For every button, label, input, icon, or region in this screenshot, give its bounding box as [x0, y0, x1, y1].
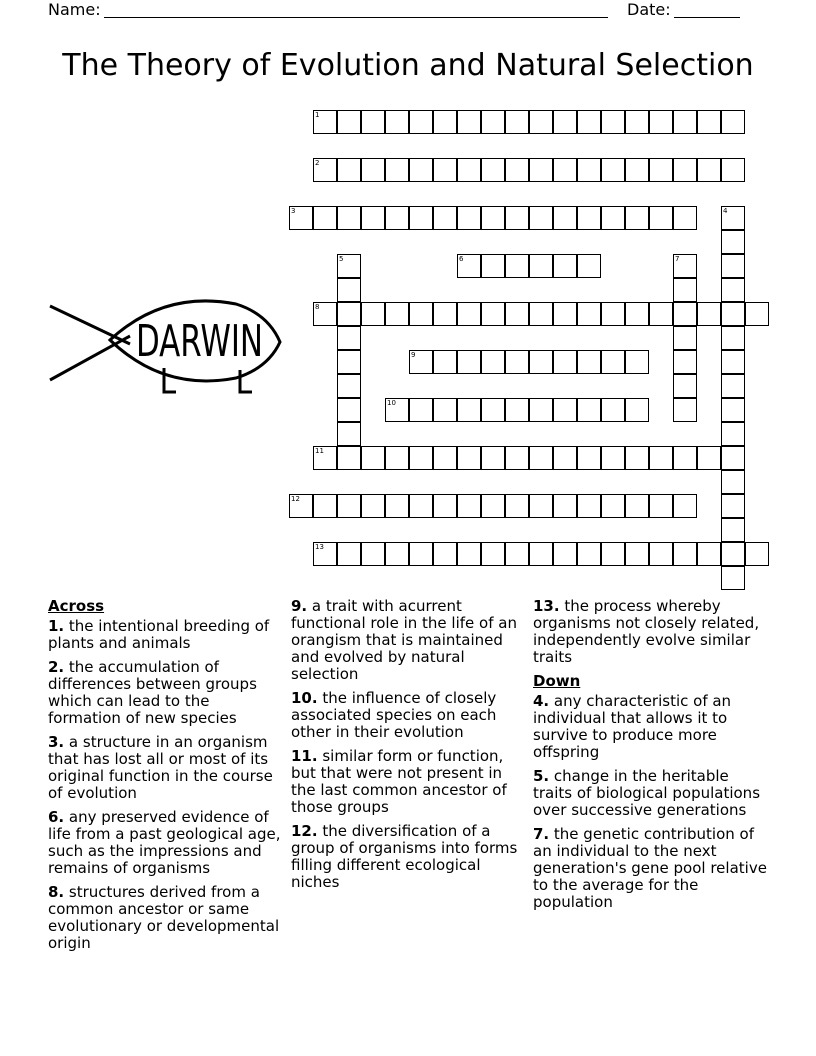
crossword-cell[interactable] — [289, 494, 313, 518]
crossword-cell[interactable] — [457, 446, 481, 470]
crossword-cell[interactable] — [721, 542, 745, 566]
crossword-cell[interactable] — [361, 110, 385, 134]
clues-column-3 — [533, 598, 769, 918]
cell-number: 3 — [291, 207, 296, 215]
crossword-cell[interactable] — [481, 542, 505, 566]
crossword-cell[interactable] — [673, 206, 697, 230]
crossword-cell[interactable] — [721, 350, 745, 374]
cell-number: 2 — [315, 159, 320, 167]
crossword-cell[interactable] — [505, 110, 529, 134]
crossword-cell[interactable] — [649, 302, 673, 326]
crossword-cell[interactable] — [697, 446, 721, 470]
crossword-cell[interactable] — [721, 158, 745, 182]
crossword-cell[interactable] — [553, 398, 577, 422]
crossword-cell[interactable] — [433, 158, 457, 182]
clue-down-4: 4. any characteristic of an individual that allows it to survive to produce more offspring — [533, 692, 732, 761]
crossword-cell[interactable] — [337, 422, 361, 446]
cell-number: 4 — [723, 207, 728, 215]
crossword-cell[interactable] — [409, 494, 433, 518]
crossword-cell[interactable] — [337, 494, 361, 518]
clue-across-13: 13. the process whereby organisms not closely related, independently evolve similar traits — [533, 597, 760, 666]
crossword-cell[interactable] — [553, 302, 577, 326]
crossword-cell[interactable] — [625, 350, 649, 374]
crossword-cell[interactable] — [625, 158, 649, 182]
name-label: Name: — [48, 0, 101, 19]
crossword-cell[interactable] — [673, 542, 697, 566]
crossword-cell[interactable] — [553, 206, 577, 230]
crossword-cell[interactable] — [529, 110, 553, 134]
crossword-cell[interactable] — [529, 254, 553, 278]
crossword-cell[interactable] — [481, 350, 505, 374]
crossword-cell[interactable] — [577, 542, 601, 566]
crossword-cell[interactable] — [457, 398, 481, 422]
crossword-cell[interactable] — [433, 110, 457, 134]
crossword-cell[interactable] — [577, 158, 601, 182]
crossword-cell[interactable] — [313, 158, 337, 182]
crossword-cell[interactable] — [337, 350, 361, 374]
crossword-cell[interactable] — [385, 110, 409, 134]
crossword-cell[interactable] — [433, 542, 457, 566]
crossword-cell[interactable] — [745, 302, 769, 326]
clue-across-1: 1. the intentional breeding of plants and animals — [48, 617, 270, 652]
cell-number: 8 — [315, 303, 320, 311]
cell-number: 5 — [339, 255, 344, 263]
crossword-cell[interactable] — [481, 110, 505, 134]
crossword-cell[interactable] — [481, 302, 505, 326]
page-title: The Theory of Evolution and Natural Selection — [62, 48, 754, 83]
crossword-cell[interactable] — [721, 278, 745, 302]
crossword-cell[interactable] — [409, 158, 433, 182]
crossword-cell[interactable] — [385, 446, 409, 470]
crossword-cell[interactable] — [721, 446, 745, 470]
crossword-cell[interactable] — [313, 446, 337, 470]
crossword-cell[interactable] — [649, 158, 673, 182]
crossword-cell[interactable] — [505, 158, 529, 182]
crossword-cell[interactable] — [601, 206, 625, 230]
crossword-cell[interactable] — [553, 254, 577, 278]
crossword-cell[interactable] — [433, 494, 457, 518]
crossword-cell[interactable] — [409, 542, 433, 566]
crossword-cell[interactable] — [649, 494, 673, 518]
cell-number: 12 — [291, 495, 300, 503]
cell-number: 7 — [675, 255, 680, 263]
crossword-cell[interactable] — [649, 542, 673, 566]
crossword-cell[interactable] — [601, 494, 625, 518]
crossword-cell[interactable] — [601, 110, 625, 134]
crossword-cell[interactable] — [721, 398, 745, 422]
darwin-fish-icon — [44, 296, 284, 398]
crossword-cell[interactable] — [409, 350, 433, 374]
crossword-cell[interactable] — [289, 206, 313, 230]
crossword-cell[interactable] — [505, 350, 529, 374]
crossword-cell[interactable] — [577, 206, 601, 230]
crossword-cell[interactable] — [433, 302, 457, 326]
darwin-fish-logo — [44, 296, 284, 402]
crossword-cell[interactable] — [337, 110, 361, 134]
crossword-cell[interactable] — [577, 350, 601, 374]
crossword-cell[interactable] — [337, 326, 361, 350]
crossword-cell[interactable] — [601, 446, 625, 470]
crossword-cell[interactable] — [457, 254, 481, 278]
clue-across-3: 3. a structure in an organism that has lost all or most of its original function in the course of evolution — [48, 733, 273, 802]
cell-number: 6 — [459, 255, 464, 263]
crossword-cell[interactable] — [649, 206, 673, 230]
crossword-cell[interactable] — [625, 494, 649, 518]
crossword-cell[interactable] — [721, 518, 745, 542]
crossword-cell[interactable] — [673, 326, 697, 350]
crossword-cell[interactable] — [409, 446, 433, 470]
crossword-cell[interactable] — [337, 542, 361, 566]
crossword-cell[interactable] — [529, 542, 553, 566]
clue-across-8: 8. structures derived from a common ancestor or same evolutionary or developmental origin — [48, 883, 280, 952]
cell-number: 11 — [315, 447, 324, 455]
crossword-cell[interactable] — [529, 494, 553, 518]
crossword-cell[interactable] — [673, 446, 697, 470]
crossword-cell[interactable] — [505, 446, 529, 470]
crossword-cell[interactable] — [625, 302, 649, 326]
cell-number: 9 — [411, 351, 416, 359]
clue-across-10: 10. the influence of closely associated species on each other in their evolution — [291, 689, 497, 741]
crossword-cell[interactable] — [577, 446, 601, 470]
crossword-cell[interactable] — [745, 542, 769, 566]
cell-number: 1 — [315, 111, 320, 119]
down-heading: Down — [533, 672, 581, 690]
clue-across-11: 11. similar form or function, but that were not present in the last common ancestor of those groups — [291, 747, 507, 816]
crossword-cell[interactable] — [385, 398, 409, 422]
crossword-cell[interactable] — [337, 398, 361, 422]
crossword-cell[interactable] — [409, 206, 433, 230]
crossword-cell[interactable] — [409, 398, 433, 422]
crossword-cell[interactable] — [313, 494, 337, 518]
crossword-cell[interactable] — [673, 302, 697, 326]
crossword-cell[interactable] — [721, 254, 745, 278]
crossword-cell[interactable] — [721, 326, 745, 350]
crossword-cell[interactable] — [337, 278, 361, 302]
crossword-cell[interactable] — [409, 302, 433, 326]
crossword-cell[interactable] — [577, 494, 601, 518]
clue-across-6: 6. any preserved evidence of life from a past geological age, such as the impressions and remains of organisms — [48, 808, 281, 877]
crossword-cell[interactable] — [721, 206, 745, 230]
crossword-cell[interactable] — [481, 446, 505, 470]
crossword-cell[interactable] — [337, 206, 361, 230]
crossword-cell[interactable] — [625, 398, 649, 422]
crossword-cell[interactable] — [385, 542, 409, 566]
crossword-cell[interactable] — [385, 494, 409, 518]
crossword-cell[interactable] — [529, 206, 553, 230]
crossword-cell[interactable] — [697, 542, 721, 566]
crossword-cell[interactable] — [721, 302, 745, 326]
crossword-cell[interactable] — [577, 398, 601, 422]
crossword-cell[interactable] — [697, 110, 721, 134]
crossword-cell[interactable] — [385, 302, 409, 326]
crossword-cell[interactable] — [457, 350, 481, 374]
crossword-cell[interactable] — [529, 158, 553, 182]
crossword-cell[interactable] — [361, 494, 385, 518]
crossword-cell[interactable] — [529, 446, 553, 470]
crossword-cell[interactable] — [385, 158, 409, 182]
crossword-cell[interactable] — [505, 206, 529, 230]
logo-text: DARWIN — [136, 315, 264, 368]
crossword-cell[interactable] — [313, 302, 337, 326]
crossword-cell[interactable] — [553, 110, 577, 134]
crossword-cell[interactable] — [337, 446, 361, 470]
crossword-cell[interactable] — [337, 254, 361, 278]
crossword-cell[interactable] — [505, 542, 529, 566]
crossword-cell[interactable] — [481, 206, 505, 230]
crossword-cell[interactable] — [721, 230, 745, 254]
crossword-cell[interactable] — [361, 446, 385, 470]
crossword-cell[interactable] — [577, 254, 601, 278]
crossword-cell[interactable] — [385, 206, 409, 230]
date-label: Date: — [627, 0, 671, 19]
clues-column-1 — [48, 598, 284, 959]
crossword-cell[interactable] — [649, 110, 673, 134]
clue-down-7: 7. the genetic contribution of an individual to the next generation's gene pool relative to the average for the population — [533, 825, 767, 911]
crossword-cell[interactable] — [481, 494, 505, 518]
crossword-cell[interactable] — [673, 494, 697, 518]
cell-number: 13 — [315, 543, 324, 551]
clues-column-2 — [291, 598, 527, 898]
crossword-cell[interactable] — [601, 398, 625, 422]
crossword-cell[interactable] — [625, 446, 649, 470]
crossword-cell[interactable] — [481, 254, 505, 278]
crossword-cell[interactable] — [409, 110, 433, 134]
crossword-cell[interactable] — [505, 254, 529, 278]
crossword-cell[interactable] — [673, 398, 697, 422]
crossword-cell[interactable] — [721, 422, 745, 446]
crossword-cell[interactable] — [505, 494, 529, 518]
crossword-cell[interactable] — [553, 158, 577, 182]
crossword-cell[interactable] — [433, 350, 457, 374]
crossword-cell[interactable] — [553, 350, 577, 374]
crossword-cell[interactable] — [361, 206, 385, 230]
crossword-cell[interactable] — [457, 206, 481, 230]
crossword-cell[interactable] — [673, 350, 697, 374]
crossword-cell[interactable] — [625, 206, 649, 230]
crossword-cell[interactable] — [625, 110, 649, 134]
crossword-cell[interactable] — [313, 542, 337, 566]
crossword-cell[interactable] — [505, 302, 529, 326]
crossword-cell[interactable] — [673, 278, 697, 302]
clue-down-5: 5. change in the heritable traits of biological populations over successive generations — [533, 767, 761, 819]
crossword-cell[interactable] — [721, 374, 745, 398]
crossword-cell[interactable] — [697, 158, 721, 182]
clue-across-12: 12. the diversification of a group of organisms into forms filling different ecological niches — [291, 822, 518, 891]
crossword-cell[interactable] — [553, 542, 577, 566]
crossword-cell[interactable] — [721, 470, 745, 494]
crossword-cell[interactable] — [529, 398, 553, 422]
crossword-cell[interactable] — [433, 206, 457, 230]
crossword-cell[interactable] — [553, 446, 577, 470]
crossword-cell[interactable] — [481, 398, 505, 422]
crossword-cell[interactable] — [529, 350, 553, 374]
crossword-cell[interactable] — [577, 302, 601, 326]
crossword-cell[interactable] — [457, 494, 481, 518]
crossword-cell[interactable] — [601, 542, 625, 566]
crossword-cell[interactable] — [433, 446, 457, 470]
crossword-cell[interactable] — [673, 110, 697, 134]
crossword-cell[interactable] — [601, 158, 625, 182]
crossword-cell[interactable] — [721, 110, 745, 134]
crossword-cell[interactable] — [313, 206, 337, 230]
crossword-cell[interactable] — [673, 158, 697, 182]
crossword-cell[interactable] — [673, 374, 697, 398]
crossword-cell[interactable] — [313, 110, 337, 134]
crossword-cell[interactable] — [601, 350, 625, 374]
crossword-cell[interactable] — [625, 542, 649, 566]
crossword-cell[interactable] — [433, 398, 457, 422]
crossword-cell[interactable] — [577, 110, 601, 134]
crossword-cell[interactable] — [337, 302, 361, 326]
crossword-cell[interactable] — [361, 158, 385, 182]
crossword-cell[interactable] — [337, 374, 361, 398]
crossword-cell[interactable] — [457, 158, 481, 182]
crossword-cell[interactable] — [649, 446, 673, 470]
crossword-cell[interactable] — [361, 302, 385, 326]
clue-across-9: 9. a trait with acurrent functional role in the life of an orangism that is maintained and evolved by natural selection — [291, 597, 517, 683]
crossword-cell[interactable] — [481, 158, 505, 182]
crossword-cell[interactable] — [505, 398, 529, 422]
across-heading: Across — [48, 597, 105, 615]
crossword-cell[interactable] — [457, 110, 481, 134]
crossword-cell[interactable] — [529, 302, 553, 326]
crossword-cell[interactable] — [457, 542, 481, 566]
crossword-cell[interactable] — [721, 494, 745, 518]
crossword-cell[interactable] — [337, 158, 361, 182]
crossword-cell[interactable] — [553, 494, 577, 518]
crossword-cell[interactable] — [361, 542, 385, 566]
clue-across-2: 2. the accumulation of differences between groups which can lead to the formation of new species — [48, 658, 257, 727]
crossword-cell[interactable] — [721, 566, 745, 590]
crossword-cell[interactable] — [457, 302, 481, 326]
crossword-cell[interactable] — [697, 302, 721, 326]
cell-number: 10 — [387, 399, 396, 407]
crossword-cell[interactable] — [673, 254, 697, 278]
crossword-cell[interactable] — [601, 302, 625, 326]
